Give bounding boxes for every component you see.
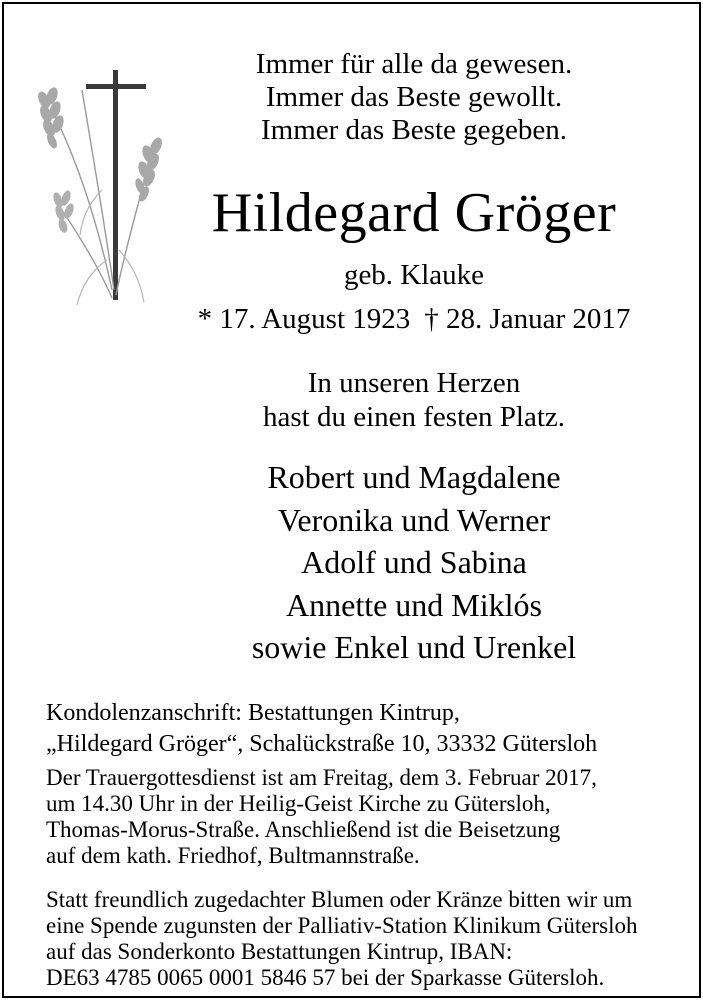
- verse-line: hast du einen festen Platz.: [263, 401, 565, 433]
- condolence-line: „Hildegard Gröger“, Schalückstraße 10, 33332 Gütersloh: [46, 731, 598, 757]
- donation-line: eine Spende zugunsten der Palliativ-Station Klinikum Gütersloh: [46, 913, 638, 938]
- donation-line: Statt freundlich zugedachter Blumen oder Kränze bitten wir um: [46, 887, 633, 912]
- motto-line: Immer für alle da gewesen.: [255, 48, 573, 80]
- mourner-entry: Adolf und Sabina: [301, 544, 527, 580]
- service-info: [46, 765, 686, 869]
- condolence-line: Kondolenzanschrift: Bestattungen Kintrup,: [46, 700, 460, 726]
- death-date: † 28. Januar 2017: [424, 303, 631, 335]
- condolence-address: [46, 698, 686, 760]
- mourner-entry: Annette und Miklós: [286, 586, 542, 623]
- service-line: um 14.30 Uhr in der Heilig-Geist Kirche zu Gütersloh,: [46, 791, 551, 816]
- mourners-list: [154, 456, 674, 669]
- mourner-entry: Robert und Magdalene: [267, 459, 561, 495]
- birth-name: geb. Klauke: [343, 259, 485, 291]
- motto-line: Immer das Beste gegeben.: [260, 114, 567, 146]
- donation-line: DE63 4785 0065 0001 5846 57 bei der Sparkasse Gütersloh.: [46, 965, 605, 990]
- service-line: Thomas-Morus-Straße. Anschließend ist die Beisetzung: [46, 817, 561, 842]
- donation-request: [46, 887, 686, 991]
- service-line: auf dem kath. Friedhof, Bultmannstraße.: [46, 843, 420, 868]
- donation-line: auf das Sonderkonto Bestattungen Kintrup, IBAN:: [46, 939, 513, 964]
- motto: [184, 48, 644, 147]
- verse-line: In unseren Herzen: [307, 367, 521, 399]
- obituary-notice: [2, 2, 701, 998]
- mourner-entry: Veronika und Werner: [277, 501, 551, 538]
- service-line: Der Trauergottesdienst ist am Freitag, dem 3. Februar 2017,: [46, 765, 597, 790]
- deceased-name: Hildegard Gröger: [211, 182, 617, 244]
- life-dates: [154, 302, 674, 336]
- motto-line: Immer das Beste gewollt.: [265, 81, 563, 113]
- verse: [184, 366, 644, 434]
- birth-date: * 17. August 1923: [197, 303, 411, 335]
- mourner-entry: sowie Enkel und Urenkel: [251, 629, 577, 665]
